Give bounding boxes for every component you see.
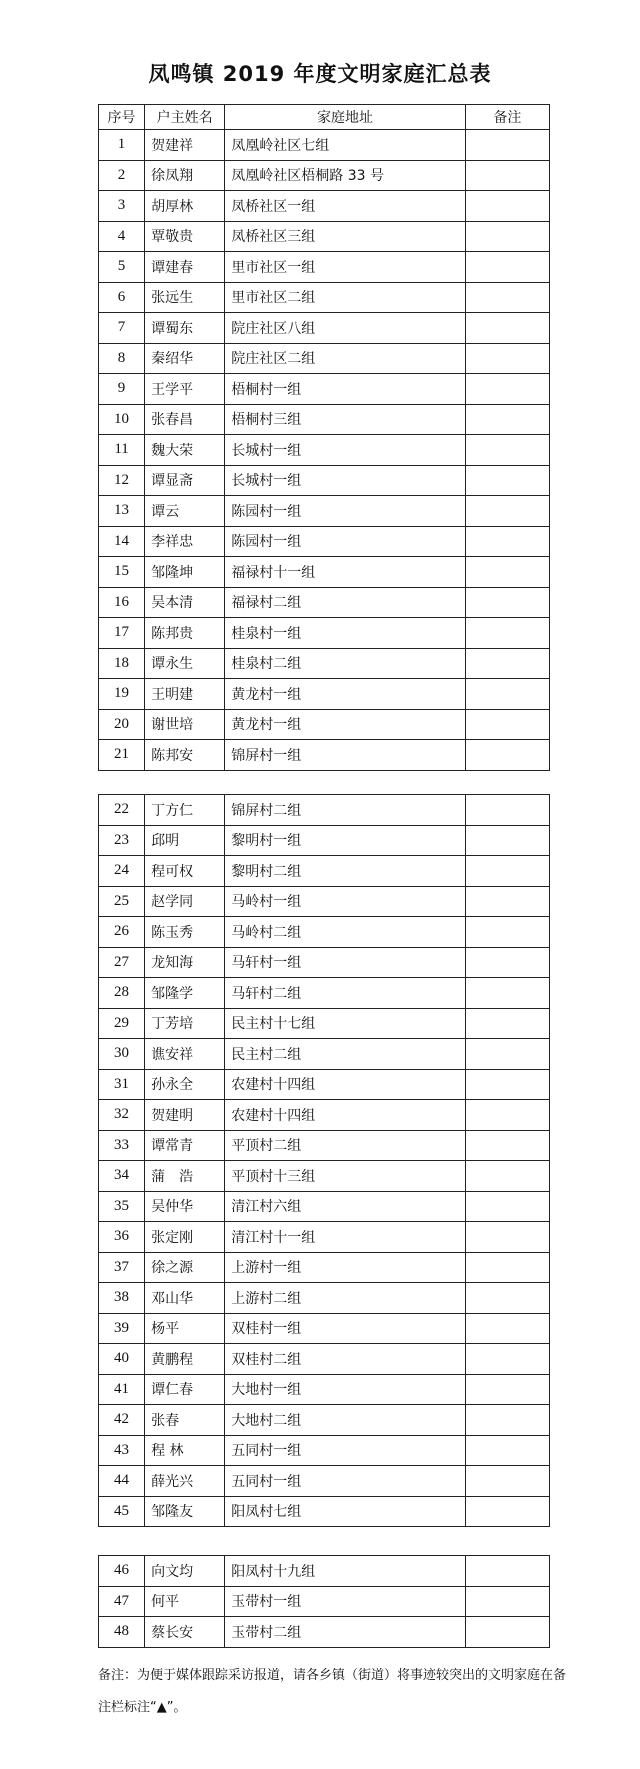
footnote-line-2: 注栏标注“▲”。 bbox=[98, 1700, 187, 1715]
row-index: 25 bbox=[99, 886, 145, 917]
row-index: 7 bbox=[99, 313, 145, 344]
table-row bbox=[99, 191, 550, 222]
table-row bbox=[99, 252, 550, 283]
householder-name: 王学平 bbox=[145, 374, 225, 405]
table-row bbox=[99, 435, 550, 466]
table-row bbox=[99, 282, 550, 313]
table-row bbox=[99, 1405, 550, 1436]
row-index: 41 bbox=[99, 1374, 145, 1405]
family-address: 福禄村二组 bbox=[225, 587, 466, 618]
family-address: 大地村二组 bbox=[225, 1405, 466, 1436]
row-index: 35 bbox=[99, 1191, 145, 1222]
header-remark: 备注 bbox=[465, 105, 549, 130]
row-index: 18 bbox=[99, 648, 145, 679]
table-row bbox=[99, 648, 550, 679]
family-address: 桂泉村一组 bbox=[225, 618, 466, 649]
row-index: 37 bbox=[99, 1252, 145, 1283]
family-address: 里市社区一组 bbox=[225, 252, 466, 283]
row-index: 12 bbox=[99, 465, 145, 496]
remark bbox=[465, 282, 549, 313]
row-index: 34 bbox=[99, 1161, 145, 1192]
householder-name: 秦绍华 bbox=[145, 343, 225, 374]
remark bbox=[465, 1313, 549, 1344]
family-address: 凤桥社区一组 bbox=[225, 191, 466, 222]
row-index: 4 bbox=[99, 221, 145, 252]
family-address: 上游村一组 bbox=[225, 1252, 466, 1283]
family-address: 里市社区二组 bbox=[225, 282, 466, 313]
table-row bbox=[99, 526, 550, 557]
table-row bbox=[99, 1100, 550, 1131]
family-address: 锦屏村二组 bbox=[225, 795, 466, 826]
row-index: 27 bbox=[99, 947, 145, 978]
table-row bbox=[99, 1130, 550, 1161]
householder-name: 向文均 bbox=[145, 1556, 225, 1587]
table-row bbox=[99, 1556, 550, 1587]
family-address: 农建村十四组 bbox=[225, 1069, 466, 1100]
remark bbox=[465, 557, 549, 588]
remark bbox=[465, 1283, 549, 1314]
remark bbox=[465, 709, 549, 740]
row-index: 8 bbox=[99, 343, 145, 374]
row-index: 43 bbox=[99, 1435, 145, 1466]
header-index: 序号 bbox=[99, 105, 145, 130]
table-row bbox=[99, 886, 550, 917]
row-index: 42 bbox=[99, 1405, 145, 1436]
remark bbox=[465, 1222, 549, 1253]
family-address: 阳凤村十九组 bbox=[225, 1556, 466, 1587]
family-address: 黎明村二组 bbox=[225, 856, 466, 887]
family-address: 农建村十四组 bbox=[225, 1100, 466, 1131]
remark bbox=[465, 160, 549, 191]
householder-name: 蒲 浩 bbox=[145, 1161, 225, 1192]
row-index: 19 bbox=[99, 679, 145, 710]
row-index: 28 bbox=[99, 978, 145, 1009]
table-row bbox=[99, 1466, 550, 1497]
row-index: 22 bbox=[99, 795, 145, 826]
family-address: 院庄社区八组 bbox=[225, 313, 466, 344]
householder-name: 张定刚 bbox=[145, 1222, 225, 1253]
row-index: 46 bbox=[99, 1556, 145, 1587]
family-address: 陈园村一组 bbox=[225, 496, 466, 527]
family-address: 凤凰岭社区七组 bbox=[225, 130, 466, 161]
remark bbox=[465, 221, 549, 252]
family-address: 平顶村十三组 bbox=[225, 1161, 466, 1192]
family-address: 长城村一组 bbox=[225, 435, 466, 466]
table-row bbox=[99, 947, 550, 978]
family-table-part-2 bbox=[98, 794, 550, 1527]
table-row bbox=[99, 1586, 550, 1617]
table-row bbox=[99, 374, 550, 405]
family-address: 双桂村一组 bbox=[225, 1313, 466, 1344]
householder-name: 贺建祥 bbox=[145, 130, 225, 161]
remark bbox=[465, 1069, 549, 1100]
remark bbox=[465, 618, 549, 649]
householder-name: 邹隆友 bbox=[145, 1496, 225, 1527]
table-header-row bbox=[99, 105, 550, 130]
family-address: 黎明村一组 bbox=[225, 825, 466, 856]
table-row bbox=[99, 587, 550, 618]
householder-name: 杨平 bbox=[145, 1313, 225, 1344]
table-row bbox=[99, 1313, 550, 1344]
row-index: 16 bbox=[99, 587, 145, 618]
householder-name: 丁芳培 bbox=[145, 1008, 225, 1039]
family-address: 平顶村二组 bbox=[225, 1130, 466, 1161]
remark bbox=[465, 1374, 549, 1405]
family-address: 马岭村一组 bbox=[225, 886, 466, 917]
remark bbox=[465, 856, 549, 887]
table-row bbox=[99, 856, 550, 887]
remark bbox=[465, 435, 549, 466]
family-address: 清江村十一组 bbox=[225, 1222, 466, 1253]
householder-name: 谭显斋 bbox=[145, 465, 225, 496]
remark bbox=[465, 795, 549, 826]
row-index: 29 bbox=[99, 1008, 145, 1039]
remark bbox=[465, 1191, 549, 1222]
table-row bbox=[99, 795, 550, 826]
row-index: 21 bbox=[99, 740, 145, 771]
remark bbox=[465, 1617, 549, 1648]
family-address: 福禄村十一组 bbox=[225, 557, 466, 588]
family-address: 上游村二组 bbox=[225, 1283, 466, 1314]
row-index: 10 bbox=[99, 404, 145, 435]
remark bbox=[465, 1130, 549, 1161]
family-address: 陈园村一组 bbox=[225, 526, 466, 557]
remark bbox=[465, 1466, 549, 1497]
row-index: 17 bbox=[99, 618, 145, 649]
table-row bbox=[99, 1039, 550, 1070]
row-index: 45 bbox=[99, 1496, 145, 1527]
remark bbox=[465, 191, 549, 222]
householder-name: 谭蜀东 bbox=[145, 313, 225, 344]
table-row bbox=[99, 404, 550, 435]
family-address: 五同村一组 bbox=[225, 1435, 466, 1466]
table-row bbox=[99, 1617, 550, 1648]
family-table-part-1 bbox=[98, 104, 550, 771]
table-row bbox=[99, 221, 550, 252]
row-index: 30 bbox=[99, 1039, 145, 1070]
family-address: 梧桐村三组 bbox=[225, 404, 466, 435]
family-table-part-3 bbox=[98, 1555, 550, 1648]
table-row bbox=[99, 709, 550, 740]
family-address: 双桂村二组 bbox=[225, 1344, 466, 1375]
family-address: 清江村六组 bbox=[225, 1191, 466, 1222]
remark bbox=[465, 947, 549, 978]
householder-name: 谭云 bbox=[145, 496, 225, 527]
householder-name: 谭建春 bbox=[145, 252, 225, 283]
remark bbox=[465, 343, 549, 374]
remark bbox=[465, 313, 549, 344]
table-row bbox=[99, 1161, 550, 1192]
remark bbox=[465, 526, 549, 557]
remark bbox=[465, 1586, 549, 1617]
remark bbox=[465, 1496, 549, 1527]
householder-name: 陈邦安 bbox=[145, 740, 225, 771]
row-index: 14 bbox=[99, 526, 145, 557]
row-index: 38 bbox=[99, 1283, 145, 1314]
householder-name: 邹隆坤 bbox=[145, 557, 225, 588]
householder-name: 谯安祥 bbox=[145, 1039, 225, 1070]
row-index: 48 bbox=[99, 1617, 145, 1648]
householder-name: 谭永生 bbox=[145, 648, 225, 679]
householder-name: 魏大荣 bbox=[145, 435, 225, 466]
householder-name: 蔡长安 bbox=[145, 1617, 225, 1648]
remark bbox=[465, 130, 549, 161]
table-row bbox=[99, 496, 550, 527]
table-row bbox=[99, 679, 550, 710]
row-index: 13 bbox=[99, 496, 145, 527]
householder-name: 王明建 bbox=[145, 679, 225, 710]
family-address: 马轩村二组 bbox=[225, 978, 466, 1009]
householder-name: 邹隆学 bbox=[145, 978, 225, 1009]
remark bbox=[465, 1100, 549, 1131]
family-address: 桂泉村二组 bbox=[225, 648, 466, 679]
table-row bbox=[99, 1374, 550, 1405]
family-address: 玉带村二组 bbox=[225, 1617, 466, 1648]
family-address: 大地村一组 bbox=[225, 1374, 466, 1405]
family-address: 长城村一组 bbox=[225, 465, 466, 496]
family-address: 黄龙村一组 bbox=[225, 709, 466, 740]
householder-name: 谢世培 bbox=[145, 709, 225, 740]
remark bbox=[465, 496, 549, 527]
remark bbox=[465, 1161, 549, 1192]
header-name: 户主姓名 bbox=[145, 105, 225, 130]
table-row bbox=[99, 1435, 550, 1466]
family-address: 民主村十七组 bbox=[225, 1008, 466, 1039]
table-row bbox=[99, 825, 550, 856]
family-address: 凤凰岭社区梧桐路 33 号 bbox=[225, 160, 466, 191]
table-row bbox=[99, 160, 550, 191]
table-row bbox=[99, 557, 550, 588]
family-address: 马轩村一组 bbox=[225, 947, 466, 978]
householder-name: 陈玉秀 bbox=[145, 917, 225, 948]
householder-name: 张远生 bbox=[145, 282, 225, 313]
table-row bbox=[99, 1191, 550, 1222]
remark bbox=[465, 1039, 549, 1070]
row-index: 23 bbox=[99, 825, 145, 856]
row-index: 44 bbox=[99, 1466, 145, 1497]
table-row bbox=[99, 343, 550, 374]
table-row bbox=[99, 1069, 550, 1100]
row-index: 26 bbox=[99, 917, 145, 948]
table-row bbox=[99, 978, 550, 1009]
householder-name: 龙知海 bbox=[145, 947, 225, 978]
row-index: 6 bbox=[99, 282, 145, 313]
householder-name: 丁方仁 bbox=[145, 795, 225, 826]
family-address: 院庄社区二组 bbox=[225, 343, 466, 374]
remark bbox=[465, 886, 549, 917]
remark bbox=[465, 587, 549, 618]
family-address: 锦屏村一组 bbox=[225, 740, 466, 771]
householder-name: 陈邦贵 bbox=[145, 618, 225, 649]
table-row bbox=[99, 1252, 550, 1283]
row-index: 20 bbox=[99, 709, 145, 740]
householder-name: 吴本清 bbox=[145, 587, 225, 618]
householder-name: 邓山华 bbox=[145, 1283, 225, 1314]
table-row bbox=[99, 917, 550, 948]
table-row bbox=[99, 130, 550, 161]
remark bbox=[465, 917, 549, 948]
row-index: 1 bbox=[99, 130, 145, 161]
remark bbox=[465, 252, 549, 283]
family-address: 凤桥社区三组 bbox=[225, 221, 466, 252]
table-row bbox=[99, 740, 550, 771]
remark bbox=[465, 679, 549, 710]
householder-name: 吴仲华 bbox=[145, 1191, 225, 1222]
householder-name: 徐之源 bbox=[145, 1252, 225, 1283]
row-index: 24 bbox=[99, 856, 145, 887]
table-row bbox=[99, 618, 550, 649]
row-index: 33 bbox=[99, 1130, 145, 1161]
row-index: 40 bbox=[99, 1344, 145, 1375]
householder-name: 李祥忠 bbox=[145, 526, 225, 557]
header-address: 家庭地址 bbox=[225, 105, 466, 130]
remark bbox=[465, 1008, 549, 1039]
row-index: 32 bbox=[99, 1100, 145, 1131]
householder-name: 贺建明 bbox=[145, 1100, 225, 1131]
table-row bbox=[99, 1222, 550, 1253]
householder-name: 薛光兴 bbox=[145, 1466, 225, 1497]
family-address: 民主村二组 bbox=[225, 1039, 466, 1070]
householder-name: 张春昌 bbox=[145, 404, 225, 435]
page-title: 凤鸣镇 2019 年度文明家庭汇总表 bbox=[148, 62, 492, 86]
row-index: 11 bbox=[99, 435, 145, 466]
remark bbox=[465, 978, 549, 1009]
remark bbox=[465, 374, 549, 405]
householder-name: 何平 bbox=[145, 1586, 225, 1617]
table-row bbox=[99, 1283, 550, 1314]
remark bbox=[465, 1435, 549, 1466]
row-index: 36 bbox=[99, 1222, 145, 1253]
table-row bbox=[99, 1344, 550, 1375]
row-index: 2 bbox=[99, 160, 145, 191]
householder-name: 覃敬贵 bbox=[145, 221, 225, 252]
householder-name: 程可权 bbox=[145, 856, 225, 887]
householder-name: 谭仁春 bbox=[145, 1374, 225, 1405]
householder-name: 胡厚林 bbox=[145, 191, 225, 222]
family-address: 玉带村一组 bbox=[225, 1586, 466, 1617]
householder-name: 程 林 bbox=[145, 1435, 225, 1466]
table-row bbox=[99, 465, 550, 496]
family-address: 梧桐村一组 bbox=[225, 374, 466, 405]
householder-name: 谭常青 bbox=[145, 1130, 225, 1161]
householder-name: 黄鹏程 bbox=[145, 1344, 225, 1375]
remark bbox=[465, 1556, 549, 1587]
row-index: 31 bbox=[99, 1069, 145, 1100]
row-index: 15 bbox=[99, 557, 145, 588]
householder-name: 张春 bbox=[145, 1405, 225, 1436]
family-address: 五同村一组 bbox=[225, 1466, 466, 1497]
remark bbox=[465, 740, 549, 771]
remark bbox=[465, 465, 549, 496]
remark bbox=[465, 1344, 549, 1375]
table-row bbox=[99, 1496, 550, 1527]
row-index: 39 bbox=[99, 1313, 145, 1344]
householder-name: 徐凤翔 bbox=[145, 160, 225, 191]
family-address: 马岭村二组 bbox=[225, 917, 466, 948]
row-index: 47 bbox=[99, 1586, 145, 1617]
table-row bbox=[99, 313, 550, 344]
row-index: 3 bbox=[99, 191, 145, 222]
remark bbox=[465, 1405, 549, 1436]
householder-name: 赵学同 bbox=[145, 886, 225, 917]
family-address: 黄龙村一组 bbox=[225, 679, 466, 710]
remark bbox=[465, 404, 549, 435]
remark bbox=[465, 1252, 549, 1283]
householder-name: 邱明 bbox=[145, 825, 225, 856]
row-index: 9 bbox=[99, 374, 145, 405]
row-index: 5 bbox=[99, 252, 145, 283]
table-row bbox=[99, 1008, 550, 1039]
remark bbox=[465, 825, 549, 856]
footnote-line-1: 备注：为便于媒体跟踪采访报道，请各乡镇（街道）将事迹较突出的文明家庭在备 bbox=[98, 1668, 567, 1683]
family-address: 阳凤村七组 bbox=[225, 1496, 466, 1527]
householder-name: 孙永全 bbox=[145, 1069, 225, 1100]
remark bbox=[465, 648, 549, 679]
